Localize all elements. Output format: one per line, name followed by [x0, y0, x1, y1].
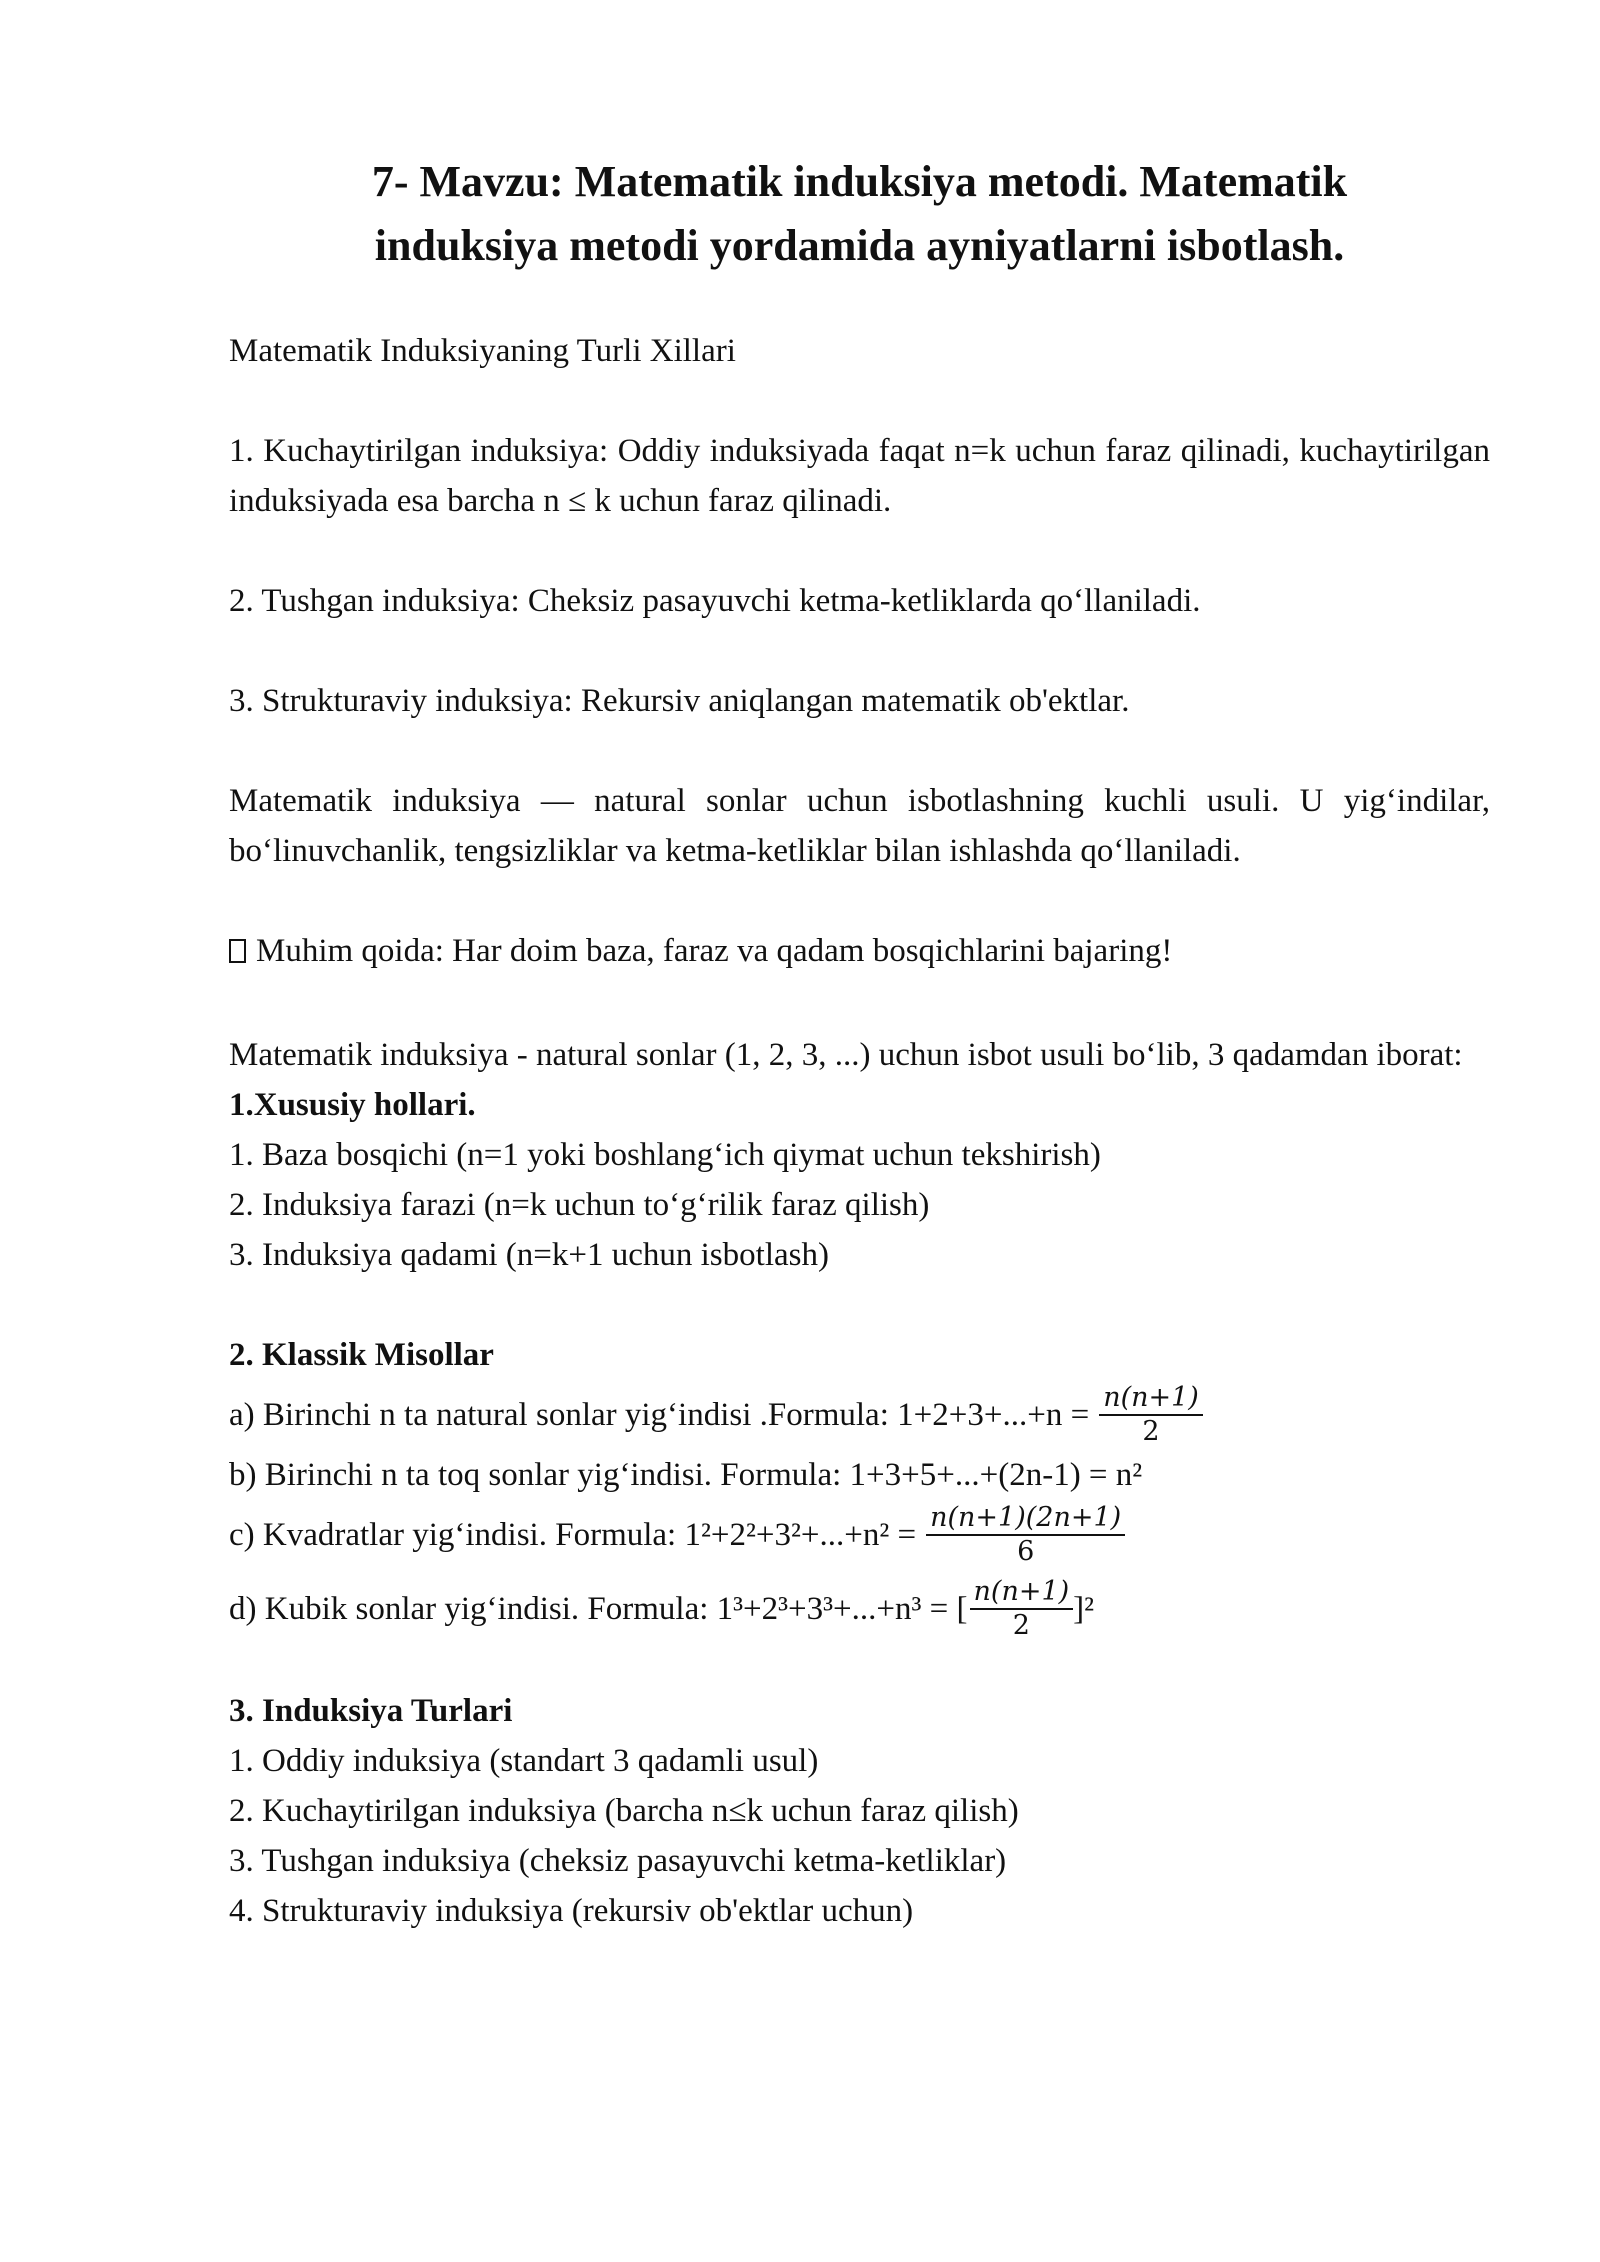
example-d	[229, 1570, 1490, 1648]
section1-item-3: 3. Induksiya qadami (n=k+1 uchun isbotlash)	[229, 1237, 829, 1273]
section3-item-1: 1. Oddiy induksiya (standart 3 qadamli usul)	[229, 1743, 819, 1779]
section1-heading: 1.Xususiy hollari.	[229, 1087, 476, 1123]
section1-item-1: 1. Baza bosqichi (n=1 yoki boshlang‘ich qiymat uchun tekshirish)	[229, 1137, 1101, 1173]
example-a-text: a) Birinchi n ta natural sonlar yig‘indisi .Formula: 1+2+3+...+n =	[229, 1397, 1090, 1433]
example-d-numerator: n(n+1)	[970, 1576, 1074, 1610]
example-a	[229, 1380, 1490, 1450]
missing-glyph-icon	[229, 939, 246, 963]
section3-item-4: 4. Strukturaviy induksiya (rekursiv ob'ektlar uchun)	[229, 1893, 914, 1929]
rule-line	[229, 926, 1490, 976]
example-a-fraction	[1099, 1382, 1203, 1448]
example-c-denominator: 6	[1017, 1536, 1035, 1567]
example-a-denominator: 2	[1142, 1416, 1160, 1447]
example-c-numerator: n(n+1)(2n+1)	[926, 1502, 1125, 1536]
section3-item-3: 3. Tushgan induksiya (cheksiz pasayuvchi ketma-ketliklar)	[229, 1843, 1007, 1879]
document-title	[229, 150, 1490, 278]
example-c-fraction	[926, 1502, 1125, 1568]
example-c-text: c) Kvadratlar yig‘indisi. Formula: 1²+2²+3²+...+n² =	[229, 1517, 917, 1553]
section3-item-2: 2. Kuchaytirilgan induksiya (barcha n≤k uchun faraz qilish)	[229, 1793, 1019, 1829]
section1-item-2: 2. Induksiya farazi (n=k uchun to‘g‘rilik faraz qilish)	[229, 1187, 930, 1223]
intro-heading: Matematik Induksiyaning Turli Xillari	[229, 333, 736, 369]
example-d-fraction	[970, 1576, 1074, 1642]
example-d-suffix: ]²	[1073, 1591, 1095, 1627]
types-item-3: 3. Strukturaviy induksiya: Rekursiv aniqlangan matematik ob'ektlar.	[229, 683, 1130, 719]
types-item-2: 2. Tushgan induksiya: Cheksiz pasayuvchi ketma-ketliklarda qo‘llaniladi.	[229, 583, 1201, 619]
main-paragraph: Matematik induksiya — natural sonlar uchun isbotlashning kuchli usuli. U yig‘indilar, bo‘linuvchanlik, tengsizliklar va ketma-ketliklar bilan ishlashda qo‘llaniladi.	[229, 783, 1490, 869]
example-d-text: d) Kubik sonlar yig‘indisi. Formula: 1³+2³+3³+...+n³ = [	[229, 1591, 968, 1627]
example-d-denominator: 2	[1012, 1610, 1030, 1641]
title-line-2: induksiya metodi yordamida ayniyatlarni isbotlash.	[374, 221, 1345, 270]
section3-heading: 3. Induksiya Turlari	[229, 1693, 513, 1729]
example-b: b) Birinchi n ta toq sonlar yig‘indisi. Formula: 1+3+5+...+(2n-1) = n²	[229, 1457, 1143, 1493]
title-line-1: 7- Mavzu: Matematik induksiya metodi. Matematik	[371, 157, 1348, 206]
rule-text: Muhim qoida: Har doim baza, faraz va qadam bosqichlarini bajaring!	[256, 933, 1173, 969]
example-a-numerator: n(n+1)	[1099, 1382, 1203, 1416]
example-c	[229, 1500, 1490, 1570]
steps-paragraph: Matematik induksiya - natural sonlar (1, 2, 3, ...) uchun isbot usuli bo‘lib, 3 qadamdan iborat:	[229, 1037, 1463, 1073]
types-item-1: 1. Kuchaytirilgan induksiya: Oddiy induksiyada faqat n=k uchun faraz qilinadi, kuchaytirilgan induksiyada esa barcha n ≤ k uchun faraz qilinadi.	[229, 433, 1490, 519]
section2-heading: 2. Klassik Misollar	[229, 1337, 494, 1373]
